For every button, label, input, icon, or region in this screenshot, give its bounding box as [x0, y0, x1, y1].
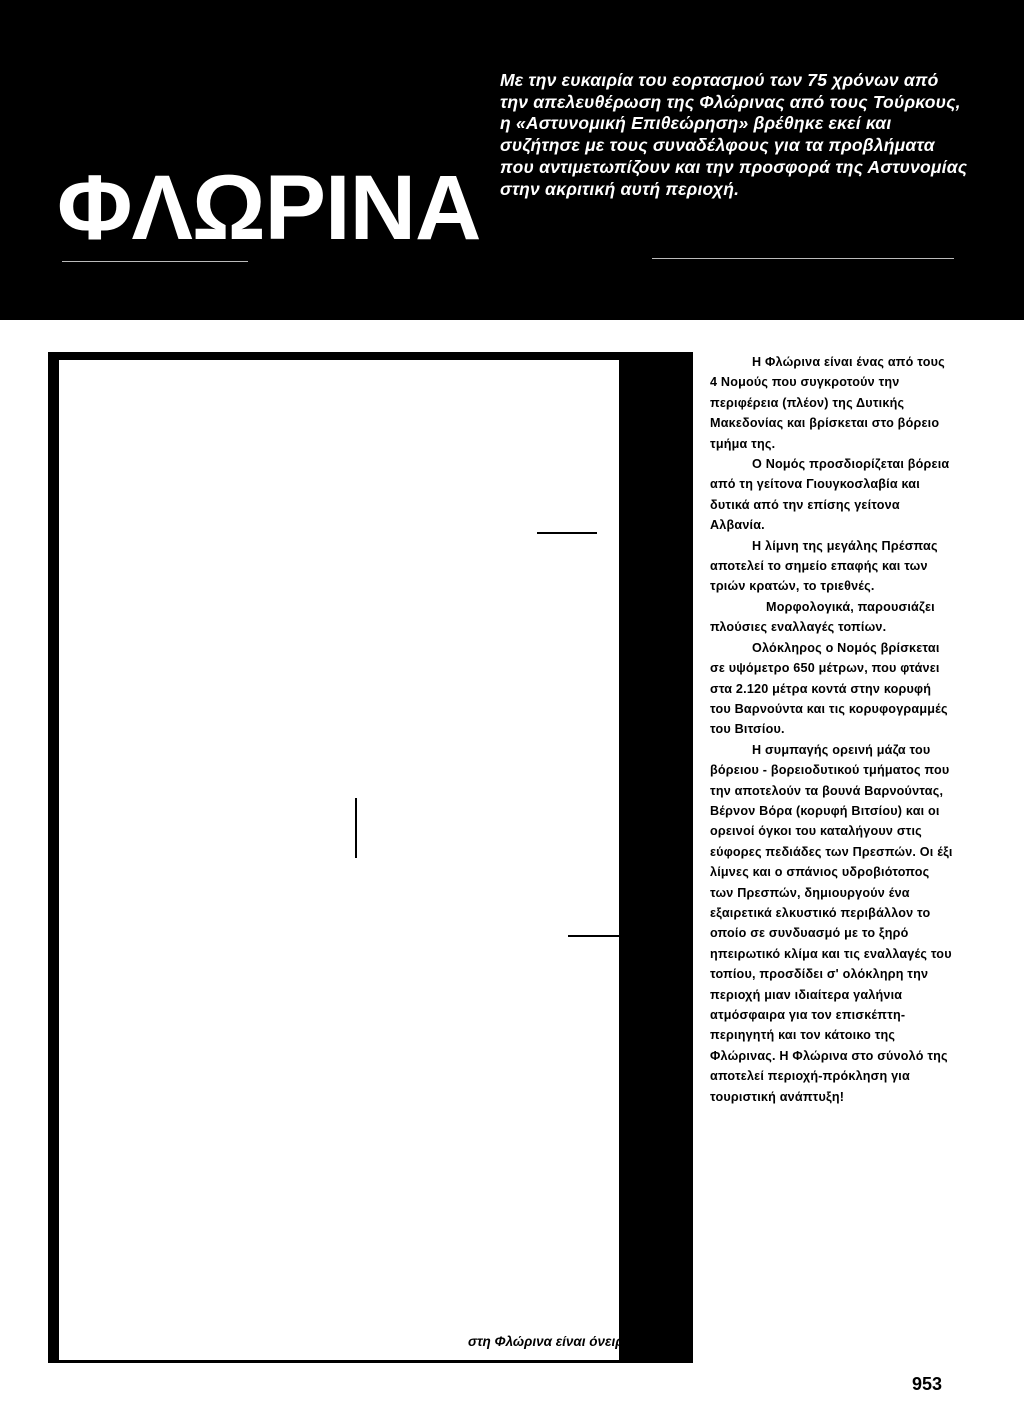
- photo-light-region: [59, 360, 619, 1360]
- photo-caption: στη Φλώρινα είναι όνειρο.: [468, 1334, 636, 1349]
- photo-mark: [568, 935, 644, 937]
- photo-mark: [355, 798, 357, 858]
- article-paragraph: Ολόκληρος ο Νομός βρίσκεται σε υψόμετρο 650 μέτρων, που φτάνει στα 2.120 μέτρα κοντά στην κορυφή του Βαρνούντα και τις κορυφογραμμές του Βιτσίου.: [710, 640, 948, 737]
- article-paragraph: Μορφολογικά, παρουσιάζει πλούσιες εναλλαγές τοπίων.: [710, 599, 935, 635]
- column-rule: [680, 1058, 682, 1096]
- column-rule: [680, 968, 682, 1000]
- column-rule: [680, 1175, 682, 1230]
- column-rule: [680, 505, 682, 542]
- page-number: 953: [912, 1374, 943, 1394]
- article-paragraph: Η συμπαγής ορεινή μάζα του βόρειου - βορειοδυτικού τμήματος που την αποτελούν τα βουνά Βαρνούντας, Βέρνον Βόρα (κορυφή Βιτσίου) και οι ορεινοί όγκοι του καταλήγουν στις εύφορες πεδιάδες των Πρεσπών. Οι έξι λίμνες και ο σπάνιος υδροβιότοπος των Πρεσπών, δημιουργούν ένα εξαιρετικά ελκυστικό περιβάλλον το οποίο σε συνδυασμό με το ξηρό ηπειρωτικό κλίμα και τις εναλλαγές του τοπίου, προσδίδει σ' ολόκληρη την περιοχή μιαν ιδιαίτερα γαλήνια ατμόσφαιρα για τον επισκέπτη-περιηγητή και τον κάτοικο της Φλώρινας. Η Φλώρινα στο σύνολό της αποτελεί περιοχή-πρόκληση για τουριστική ανάπτυξη!: [710, 742, 953, 1104]
- article-paragraph: Η Φλώρινα είναι ένας από τους 4 Νομούς που συγκροτούν την περιφέρεια (πλέον) της Δυτικής Μακεδονίας και βρίσκεται στο βόρειο τμήμα της.: [710, 355, 945, 451]
- article-paragraph: Ο Νομός προσδιορίζεται βόρεια από τη γείτονα Γιουγκοσλαβία και δυτικά από την επίσης γείτονα Αλβανία.: [710, 457, 950, 533]
- article-paragraph: Η λίμνη της μεγάλης Πρέσπας αποτελεί το σημείο επαφής και των τριών κρατών, το τριεθνές.: [710, 538, 938, 594]
- page-title: ΦΛΩΡΙΝΑ: [57, 157, 481, 259]
- article-text: [710, 352, 954, 1107]
- column-rule: [680, 875, 682, 920]
- column-rule: [680, 1262, 682, 1310]
- header-rule-left: [62, 261, 248, 262]
- photo-mark: [662, 570, 665, 650]
- intro-text: Με την ευκαιρία του εορτασμού των 75 χρόνων από την απελευθέρωση της Φλώρινας από τους Τούρκους, η «Αστυνομική Επιθεώρηση» βρέθηκε εκεί και συζήτησε με τους συναδέλφους για τα προβλήματα που αντιμετωπίζουν και την προσφορά της Αστυνομίας στην ακριτική αυτή περιοχή.: [500, 70, 968, 199]
- photo-mark: [537, 532, 597, 534]
- header-rule-right: [652, 258, 954, 259]
- column-rule: [680, 690, 682, 715]
